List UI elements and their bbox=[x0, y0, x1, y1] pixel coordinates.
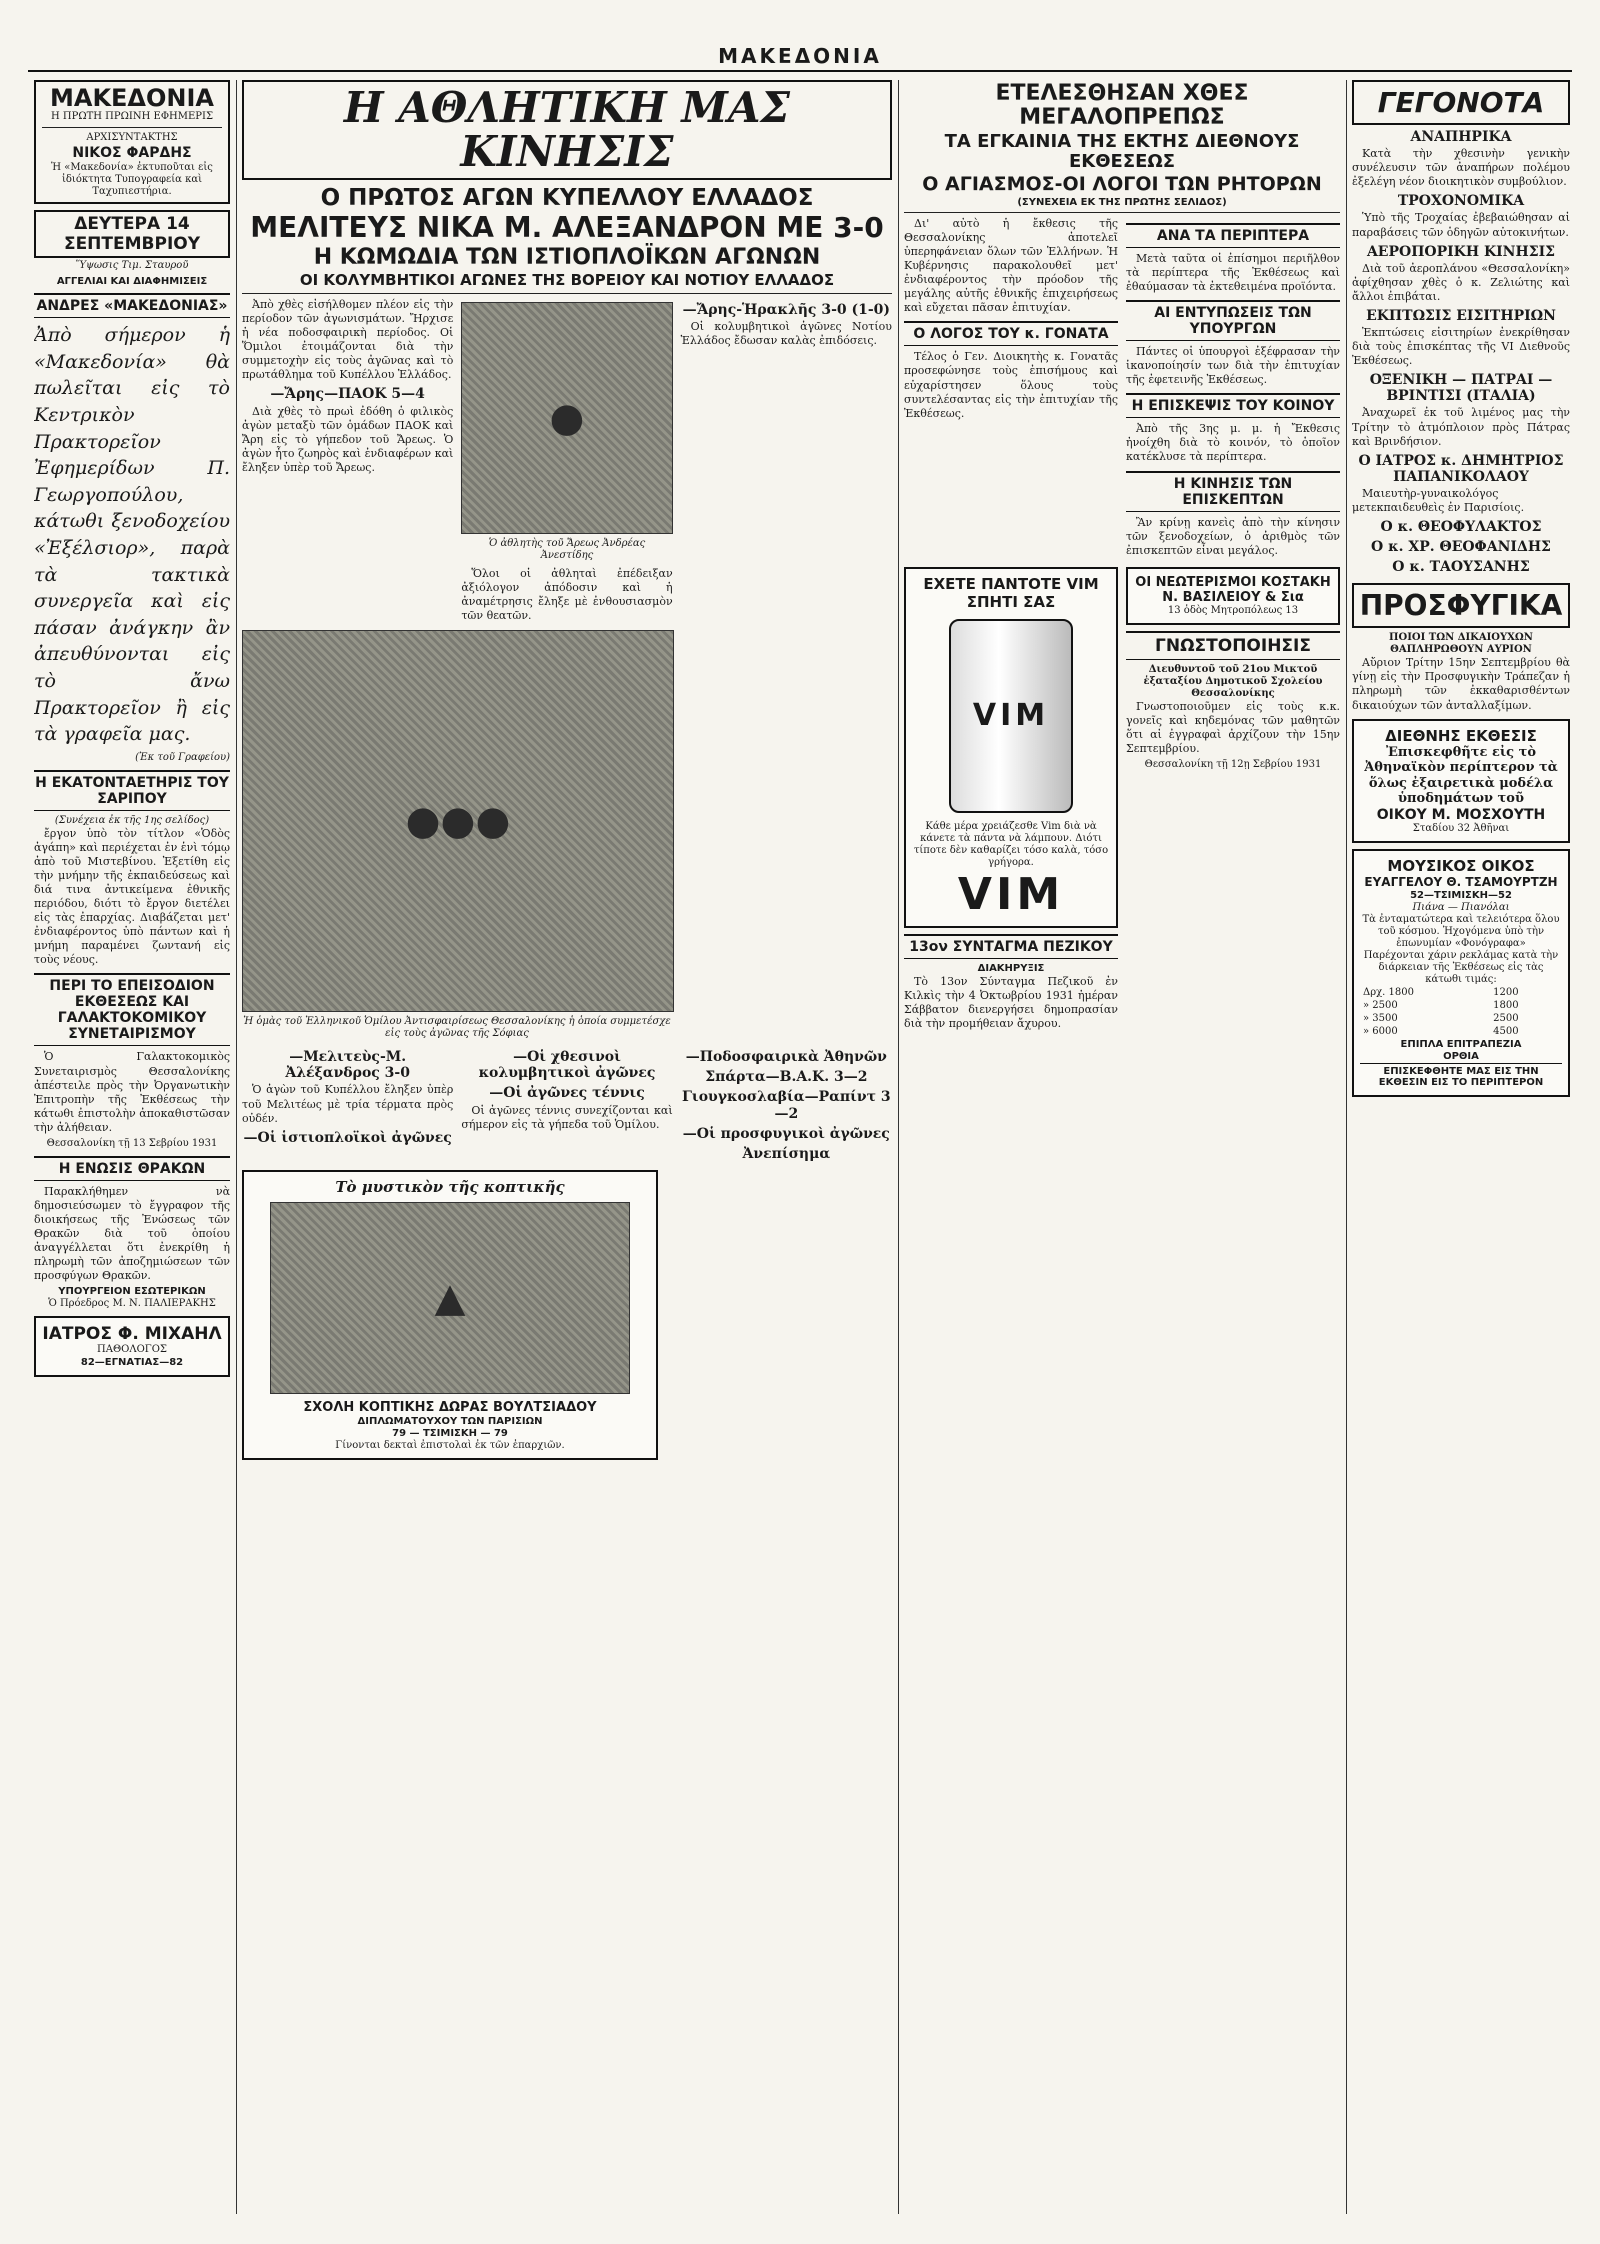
price-row bbox=[1360, 1012, 1562, 1025]
subheading: Η ΚΙΝΗΣΙΣ ΤΩΝ ΕΠΙΣΚΕΠΤΩΝ bbox=[1126, 471, 1340, 512]
expo-ad-shop: ΟΙΚΟΥ Μ. ΜΟΣΧΟΥΤΗ bbox=[1376, 806, 1546, 823]
school-ad-title: ΟΙ ΝΕΩΤΕΡΙΣΜΟΙ ΚΟΣΤΑΚΗ Ν. ΒΑΣΙΛΕΙΟΥ & Σια bbox=[1135, 574, 1331, 605]
sports-banner-title: Η ΑΘΛΗΤΙΚΗ ΜΑΣ ΚΙΝΗΣΙΣ bbox=[343, 83, 791, 177]
price-new: 1200 bbox=[1493, 986, 1519, 998]
exhibition-subcolumn bbox=[1126, 217, 1340, 561]
article-signature: Ὁ Πρόεδρος Μ. Ν. ΠΑΛΙΕΡΑΚΗΣ bbox=[48, 1298, 216, 1310]
person-icon: ● bbox=[549, 394, 585, 441]
sports-text-columns bbox=[242, 298, 892, 626]
notice-signature: (Ἐκ τοῦ Γραφείου) bbox=[135, 751, 230, 763]
column-divider bbox=[236, 80, 237, 2214]
column-exhibition bbox=[904, 80, 1340, 2214]
group-icon: ●●● bbox=[405, 798, 511, 845]
sports-banner bbox=[242, 80, 892, 180]
subheading: —Ποδοσφαιρικὰ Ἀθηνῶν bbox=[685, 1049, 887, 1066]
subheading: —Ἄρης-Ἡρακλῆς 3-0 (1-0) bbox=[682, 301, 891, 318]
notice-text: Ἀπὸ σήμερον ἡ «Μακεδονία» θὰ πωλεῖται εἰς τὸ Κεντρικὸν Πρακτορεῖον Ἐφημερίδων Π. Γεωργοπούλου, κάτωθι ξενοδοχείου «Ἐξέλσιορ», παρὰ τὰ τακτικὰ συνεργεῖα καὶ εἰς πάσαν ἀνάγκην ἂν ἀπευθύνονται εἰς τὸ ἄνω Πρακτορεῖον ἢ εἰς τὰ γραφεῖα μας. bbox=[34, 324, 230, 746]
article-body: Οἱ κολυμβητικοὶ ἀγῶνες Νοτίου Ἑλλάδος ἔδωσαν καλὰς ἐπιδόσεις. bbox=[680, 320, 892, 348]
price-row bbox=[1360, 1025, 1562, 1038]
article-body: Οἱ ἀγῶνες τέννις συνεχίζονται καὶ σήμερον εἰς τὰ γήπεδα τοῦ Ὁμίλου. bbox=[461, 1103, 673, 1131]
subheading: ΑΝΑ ΤΑ ΠΕΡΙΠΤΕΡΑ bbox=[1126, 223, 1340, 248]
headline-opening: ΕΤΕΛΕΣΘΗΣΑΝ ΧΘΕΣ ΜΕΓΑΛΟΠΡΕΠΩΣ bbox=[995, 81, 1249, 131]
refugee-subheading: ΠΟΙΟΙ ΤΩΝ ΔΙΚΑΙΟΥΧΩΝ ΘΑΠΛΗΡΩΘΟΥΝ ΑΥΡΙΟΝ bbox=[1389, 632, 1533, 656]
article-heading: Η ΕΚΑΤΟΝΤΑΕΤΗΡΙΣ ΤΟΥ ΣΑΡΙΠΟΥ bbox=[34, 770, 230, 811]
subheading: Η ΕΠΙΣΚΕΨΙΣ ΤΟΥ ΚΟΙΝΟΥ bbox=[1126, 393, 1340, 418]
article-body: Τὸ 13ον Σύνταγμα Πεζικοῦ ἐν Κιλκὶς τὴν 4 Ὀκτωβρίου 1931 ἡμέραν Σάββατον διενεργήσει δημοπρασίαν διὰ τὴν προμήθειαν ἄχυρου. bbox=[904, 974, 1118, 1031]
editor-name: ΝΙΚΟΣ ΦΑΡΔΗΣ bbox=[72, 145, 192, 162]
doctor-name: ΙΑΤΡΟΣ Φ. ΜΙΧΑΗΛ bbox=[42, 1324, 222, 1345]
column-sports bbox=[242, 80, 892, 2214]
music-ad-items: Πιάνα — Πιανόλαι bbox=[1412, 901, 1510, 913]
price-old: » 6000 bbox=[1363, 1025, 1398, 1037]
price-old: Δρχ. 1800 bbox=[1363, 986, 1414, 998]
notice-body: Γνωστοποιοῦμεν εἰς τοὺς κ.κ. γονεῖς καὶ κηδεμόνας τῶν μαθητῶν ὅτι αἱ ἐγγραφαὶ ἀρχίζουν τὴν 15ην Σεπτεμβρίου. bbox=[1126, 699, 1340, 756]
vim-ad bbox=[904, 567, 1118, 928]
match-result: Γιουγκοσλαβία—Ραπίντ 3—2 bbox=[681, 1089, 891, 1122]
exhibition-text-columns bbox=[904, 217, 1340, 561]
article-body: Τέλος ὁ Γεν. Διοικητὴς κ. Γονατᾶς προσεφώνησε τοὺς ἐπισήμους καὶ εὐχαρίστησεν ὅλους τοὺς συντελέσαντας εἰς τὴν ἐπιτυχίαν τῆς Ἐκθέσεως. bbox=[904, 350, 1118, 420]
photo-caption: Ὁ ἀθλητὴς τοῦ Ἄρεως Ἀνδρέας Ἀνεστίδης bbox=[488, 537, 646, 561]
news-body: Κατὰ τὴν χθεσινὴν γενικὴν συνέλευσιν τῶν ἀναπήρων πολέμου ἐξελέγη νέον διοικητικὸν συμβούλιον. bbox=[1352, 147, 1570, 189]
news-subheading: ΑΝΑΠΗΡΙΚΑ bbox=[1410, 129, 1512, 145]
page-masthead: ΜΑΚΕΔΟΝΙΑ bbox=[718, 44, 882, 68]
price-row bbox=[1360, 999, 1562, 1012]
sports-subcolumn bbox=[681, 1045, 892, 1164]
masthead-rule bbox=[28, 70, 1572, 72]
column-news bbox=[1352, 80, 1570, 2214]
news-subheading: Ο κ. ΧΡ. ΘΕΟΦΑΝΙΔΗΣ bbox=[1371, 539, 1551, 556]
vim-brand: VIM bbox=[957, 868, 1065, 920]
news-subheading: ΑΕΡΟΠΟΡΙΚΗ ΚΙΝΗΣΙΣ bbox=[1366, 243, 1556, 260]
subheading: 13ον ΣΥΝΤΑΓΜΑ ΠΕΖΙΚΟΥ bbox=[904, 934, 1118, 959]
article-body: Παρακλήθημεν νὰ δημοσιεύσωμεν τὸ ἔγγραφον τῆς διοικήσεως τῆς Ἐνώσεως τῶν Θρακῶν διὰ τοῦ ὁποίου ἀναγγέλλεται ὅτι ἐνεκρίθη ἡ πληρωμὴ τῶν ἀποζημιώσεων τῶν προσφύγων Θρακῶν. bbox=[34, 1184, 230, 1283]
expo-ad-text: Ἐπισκεφθῆτε εἰς τὸ Ἀθηναϊκὸν περίπτερον τὰ ὅλως ἐξαιρετικὰ μοδέλα ὑποδημάτων τοῦ bbox=[1364, 744, 1558, 807]
editor-label: ΑΡΧΙΣΥΝΤΑΚΤΗΣ bbox=[86, 132, 178, 144]
school-note: Γίνονται δεκταὶ ἐπιστολαὶ ἐκ τῶν ἐπαρχιῶν. bbox=[335, 1439, 565, 1451]
headline-sailing: Η ΚΩΜΩΔΙΑ ΤΩΝ ΙΣΤΙΟΠΛΟΪΚΩΝ ΑΓΩΝΩΝ bbox=[313, 245, 821, 271]
subheading: —Οἱ ἀγῶνες τέννις bbox=[489, 1085, 645, 1102]
article-subheading: (Συνέχεια ἐκ τῆς 1ης σελίδος) bbox=[54, 814, 210, 826]
ad-heading: Τὸ μυστικὸν τῆς κοπτικῆς bbox=[335, 1177, 565, 1196]
divider bbox=[904, 212, 1340, 213]
match-result: Σπάρτα—Β.Α.Κ. 3—2 bbox=[705, 1069, 868, 1086]
issue-date: ΔΕΥΤΕΡΑ 14 ΣΕΠΤΕΜΒΡΙΟΥ bbox=[34, 210, 230, 258]
price-table bbox=[1360, 986, 1562, 1038]
news-section-title: ΓΕΓΟΝΟΤΑ bbox=[1352, 80, 1570, 125]
headline-speeches: Ο ΑΓΙΑΣΜΟΣ-ΟΙ ΛΟΓΟΙ ΤΩΝ ΡΗΤΟΡΩΝ bbox=[922, 172, 1322, 195]
article-body: ἔργον ὑπὸ τὸν τίτλον «Ὁδὸς ἀγάπη» καὶ περιέχεται ἐν ἑνὶ τόμῳ ἀπὸ τοῦ Μιστεβίνου. Ἐξετίθη εἰς τὴν μνήμην τῆς ἐκπαιδεύσεως καὶ διά τινα ἀντικείμενα ἐθνικῆς περιόδου, διότι τὸ ἔργον διετέλει εἰς τὰς ἐπαρχίας. Διαβάζεται μετ' ἐνδιαφέροντος ὑπὸ πάντων καὶ ἡ μνήμη παραμένει ζωντανή εἰς τοὺς νέους. bbox=[34, 826, 230, 967]
school-name: ΣΧΟΛΗ ΚΟΠΤΙΚΗΣ ΔΩΡΑΣ ΒΟΥΛΤΣΙΑΔΟΥ bbox=[303, 1399, 597, 1415]
continued-label: (ΣΥΝΕΧΕΙΑ ΕΚ ΤΗΣ ΠΡΩΤΗΣ ΣΕΛΙΔΟΣ) bbox=[1017, 196, 1227, 208]
headline-result: ΜΕΛΙΤΕΥΣ ΝΙΚΑ Μ. ΑΛΕΞΑΝΔΡΟΝ ΜΕ 3-0 bbox=[250, 211, 884, 245]
dress-icon: ▲ bbox=[434, 1274, 466, 1321]
subheading: —Μελιτεὺς-Μ. Ἀλέξανδρος 3-0 bbox=[285, 1049, 410, 1082]
school-address: 79 — ΤΣΙΜΙΣΚΗ — 79 bbox=[392, 1427, 508, 1439]
price-new: 4500 bbox=[1493, 1025, 1519, 1037]
subheading: Ο ΛΟΓΟΣ ΤΟΥ κ. ΓΟΝΑΤΑ bbox=[904, 321, 1118, 346]
vim-copy: Κάθε μέρα χρειάζεσθε Vim διὰ νὰ κάνετε τὰ πάντα νὰ λάμπουν. Διότι τίποτε δὲν καθαρίζει τόσο καλὰ, τόσο γρήγορα. bbox=[913, 820, 1109, 868]
subheading: Ἀνεπίσημα bbox=[742, 1145, 831, 1162]
subheading: —Ἄρης—ΠΑΟΚ 5—4 bbox=[270, 386, 425, 403]
vim-can-illustration bbox=[949, 619, 1073, 813]
article-body: Ὁ ἀγὼν τοῦ Κυπέλλου ἔληξεν ὑπὲρ τοῦ Μελιτέως μὲ τρία τέρματα πρὸς οὐδέν. bbox=[242, 1083, 454, 1125]
column-divider bbox=[1346, 80, 1347, 2214]
music-ad-title: ΜΟΥΣΙΚΟΣ ΟΙΚΟΣ bbox=[1387, 856, 1535, 875]
sports-subcolumn bbox=[461, 298, 672, 626]
price-old: » 3500 bbox=[1363, 1012, 1398, 1024]
school-ad bbox=[1126, 567, 1340, 625]
notice-subheading: Διευθυντοῦ τοῦ 21ου Μικτοῦ ἑξαταξίου Δημοτικοῦ Σχολείου Θεσσαλονίκης bbox=[1143, 663, 1323, 699]
music-ad-name: ΕΥΑΓΓΕΛΟΥ Θ. ΤΣΑΜΟΥΡΤΖΗ bbox=[1364, 874, 1558, 889]
subheading: ΑΙ ΕΝΤΥΠΩΣΕΙΣ ΤΩΝ ΥΠΟΥΡΓΩΝ bbox=[1126, 300, 1340, 341]
news-subheading: ΕΚΠΤΩΣΙΣ ΕΙΣΙΤΗΡΙΩΝ bbox=[1366, 307, 1556, 324]
divider bbox=[42, 127, 222, 128]
music-ad-address: 52—ΤΣΙΜΙΣΚΗ—52 bbox=[1410, 889, 1512, 901]
newspaper-logo-box bbox=[34, 80, 230, 204]
music-ad-price-header: Παρέχονται χάριν ρεκλάμας κατὰ τὴν διάρκειαν τῆς Ἐκθέσεως εἰς τὰς κάτωθι τιμάς: bbox=[1363, 949, 1559, 985]
subheading: —Οἱ χθεσινοὶ κολυμβητικοὶ ἀγῶνες bbox=[478, 1049, 656, 1082]
photo-caption: Ἡ ὁμὰς τοῦ Ἑλληνικοῦ Ὁμίλου Ἀντισφαιρίσεως Θεσσαλονίκης ἡ ὁποία συμμετέσχε εἰς τοὺς ἀγῶνας τῆς Σόφιας bbox=[243, 1016, 671, 1040]
sports-subcolumn bbox=[681, 298, 892, 626]
article-body: Ὁ Γαλακτοκομικὸς Συνεταιρισμὸς Θεσσαλονίκης ἀπέστειλε πρὸς τὴν Ὀργανωτικὴν Ἐπιτροπὴν τῆς Ἐκθέσεως τὴν κάτωθι ἐπιστολὴν ἀποκαθιστῶσαν τὴν ἀλήθειαν. bbox=[34, 1050, 230, 1134]
exhibition-lower-columns bbox=[904, 561, 1340, 1034]
exhibition-shoe-ad bbox=[1352, 719, 1570, 843]
news-body: Ὑπὸ τῆς Τροχαίας ἐβεβαιώθησαν αἱ παραβάσεις τῶν ὁδηγῶν αὐτοκινήτων. bbox=[1352, 211, 1570, 239]
news-body: Ἐκπτώσεις εἰσιτηρίων ἐνεκρίθησαν διὰ τοὺς ἐπισκέπτας τῆς VI Διεθνοῦς Ἐκθέσεως. bbox=[1352, 326, 1570, 368]
subheading-secondary: ΔΙΑΚΗΡΥΞΙΣ bbox=[977, 962, 1045, 974]
vim-can-label: VIM bbox=[972, 698, 1050, 734]
news-body: Μαιευτὴρ-γυναικολόγος μετεκπαιδευθεὶς ἐν Παρισίοις. bbox=[1352, 486, 1525, 514]
article-body: Πάντες οἱ ὑπουργοὶ ἐξέφρασαν τὴν ἱκανοποίησίν των διὰ τὴν ἐπιτυχίαν τῆς ἐφετεινῆς Ἐκθέσεως. bbox=[1126, 345, 1340, 387]
music-house-ad bbox=[1352, 849, 1570, 1097]
column-divider bbox=[898, 80, 899, 2214]
news-subheading: Ο κ. ΤΑΟΥΣΑΝΗΣ bbox=[1392, 559, 1530, 576]
article-body: Ὅλοι οἱ ἀθληταὶ ἐπέδειξαν ἀξιόλογον ἀπόδοσιν καὶ ἡ ἀναμέτρησις ἔληξε μὲ ἐνθουσιασμὸν τῶν θεατῶν. bbox=[461, 566, 673, 623]
music-ad-text: Τὰ ἐνταματώτερα καὶ τελειότερα ὅλου τοῦ κόσμου. Ἠχογόμενα ὑπὸ τὴν ἐπωνυμίαν «Φονόγραφα» bbox=[1362, 913, 1560, 949]
feast-day: Ὕψωσις Τιμ. Σταυροῦ bbox=[75, 260, 189, 272]
notice-heading: ΓΝΩΣΤΟΠΟΙΗΣΙΣ bbox=[1126, 631, 1340, 660]
exhibition-subcolumn bbox=[904, 217, 1118, 561]
ministry-label: ΥΠΟΥΡΓΕΙΟΝ ΕΣΩΤΕΡΙΚΩΝ bbox=[58, 1286, 206, 1298]
logo-title: ΜΑΚΕΔΟΝΙΑ bbox=[49, 84, 214, 112]
music-ad-sub2: ΟΡΘΙΑ bbox=[1443, 1050, 1479, 1062]
exhibition-subcolumn bbox=[904, 561, 1118, 1034]
editor-note: Ἡ «Μακεδονία» ἐκτυποῦται εἰς ἰδιόκτητα Τυπογραφεία καὶ Ταχυπιεστήρια. bbox=[51, 162, 213, 198]
doctor-specialty: ΠΑΘΟΛΟΓΟΣ bbox=[97, 1344, 167, 1356]
music-ad-sub1: ΕΠΙΠΛΑ ΕΠΙΤΡΑΠΕΖΙΑ bbox=[1400, 1038, 1522, 1050]
notice-dateline: Θεσσαλονίκη τῇ 12ῃ Σεβρίου 1931 bbox=[1144, 759, 1322, 771]
headline-swimming: ΟΙ ΚΟΛΥΜΒΗΤΙΚΟΙ ΑΓΩΝΕΣ ΤΗΣ ΒΟΡΕΙΟΥ ΚΑΙ ΝΟΤΙΟΥ ΕΛΛΑΔΟΣ bbox=[299, 271, 835, 290]
price-old: » 2500 bbox=[1363, 999, 1398, 1011]
sports-text-columns bbox=[242, 1045, 892, 1164]
school-diploma: ΔΙΠΛΩΜΑΤΟΥΧΟΥ ΤΩΝ ΠΑΡΙΣΙΩΝ bbox=[357, 1415, 543, 1427]
article-dateline: Θεσσαλονίκη τῇ 13 Σεβρίου 1931 bbox=[46, 1137, 218, 1149]
divider bbox=[242, 293, 892, 294]
headline-cup: Ο ΠΡΩΤΟΣ ΑΓΩΝ ΚΥΠΕΛΛΟΥ ΕΛΛΑΔΟΣ bbox=[320, 185, 814, 212]
doctor-address: 82—ΕΓΝΑΤΙΑΣ—82 bbox=[80, 1357, 184, 1369]
news-body: Ἀναχωρεῖ ἐκ τοῦ λιμένος μας τὴν Τρίτην τὸ ἀτμόπλοιον πρὸς Πάτρας καὶ Βρινδήσιον. bbox=[1352, 406, 1570, 448]
price-row bbox=[1360, 986, 1562, 999]
sports-subcolumn bbox=[242, 298, 453, 626]
subheading: —Οἱ προσφυγικοὶ ἀγῶνες bbox=[682, 1125, 890, 1142]
news-subheading: Ο κ. ΘΕΟΦΥΛΑΚΤΟΣ bbox=[1380, 519, 1542, 535]
news-body: Διὰ τοῦ ἀεροπλάνου «Θεσσαλονίκη» ἀφίχθησαν χθὲς ὁ κ. Ζελιώτης καὶ ἄλλοι ἐπιβάται. bbox=[1352, 261, 1570, 303]
headline-exhibition: ΤΑ ΕΓΚΑΙΝΙΑ ΤΗΣ ΕΚΤΗΣ ΔΙΕΘΝΟΥΣ ΕΚΘΕΣΕΩΣ bbox=[944, 131, 1300, 173]
article-body: Διὰ χθὲς τὸ πρωὶ ἐδόθη ὁ φιλικὸς ἀγὼν μεταξὺ τῶν ὁμάδων ΠΑΟΚ καὶ Ἄρη εἰς τὸ γήπεδον τοῦ Ἄρεως. Ὁ ἀγὼν ἦτο ζωηρὸς καὶ ἐνδιαφέρων καὶ ἔληξεν ὑπὲρ τοῦ Ἄρεως. bbox=[242, 404, 454, 474]
logo-subtitle: Η ΠΡΩΤΗ ΠΡΩΙΝΗ ΕΦΗΜΕΡΙΣ bbox=[50, 111, 214, 123]
notice-heading: ΑΝΔΡΕΣ «ΜΑΚΕΔΟΝΙΑΣ» bbox=[34, 293, 230, 318]
article-heading: ΠΕΡΙ ΤΟ ΕΠΕΙΣΟΔΙΟΝ ΕΚΘΕΣΕΩΣ ΚΑΙ ΓΑΛΑΚΤΟΚΟΜΙΚΟΥ ΣΥΝΕΤΑΙΡΙΣΜΟΥ bbox=[34, 973, 230, 1046]
music-ad-footer: ΕΠΙΣΚΕΦΘΗΤΕ ΜΑΣ ΕΙΣ ΤΗΝ ΕΚΘΕΣΙΝ ΕΙΣ ΤΟ ΠΕΡΙΠΤΕΡΟΝ bbox=[1360, 1063, 1562, 1088]
school-ad-address: 13 ὁδὸς Μητροπόλεως 13 bbox=[1167, 604, 1299, 616]
fashion-illustration bbox=[270, 1202, 630, 1394]
price-new: 1800 bbox=[1493, 999, 1519, 1011]
sports-subcolumn bbox=[242, 1045, 453, 1164]
refugee-section-title: ΠΡΟΣΦΥΓΙΚΑ bbox=[1352, 583, 1570, 628]
tennis-team-photo bbox=[242, 630, 674, 1012]
article-heading: Η ΕΝΩΣΙΣ ΘΡΑΚΩΝ bbox=[34, 1156, 230, 1181]
subheading: —Οἱ ἱστιοπλοϊκοὶ ἀγῶνες bbox=[243, 1129, 452, 1146]
doctor-ad bbox=[34, 1316, 230, 1377]
article-body: Ἀπὸ χθὲς εἰσήλθομεν πλέον εἰς τὴν περίοδον τῶν ἀγωνισμάτων. Ἤρχισε ἡ νέα ποδοσφαιρικὴ περίοδος. Οἱ Ὅμιλοι ἐτοιμάζονται διὰ τὴν συμμετοχὴν εἰς τοὺς ἀγῶνας καὶ τὸ πρωτάθλημα τοῦ Κυπέλλου Ἑλλάδος. bbox=[242, 297, 454, 382]
vim-headline: ΕΧΕΤΕ ΠΑΝΤΟΤΕ VIM ΣΠΗΤΙ ΣΑΣ bbox=[923, 574, 1099, 611]
refugee-body: Αὔριον Τρίτην 15ην Σεπτεμβρίου θὰ γίνῃ εἰς τὴν Προσφυγικὴν Τράπεζαν ἡ πληρωμὴ τῶν ἐκκαθαρισθέντων δικαιούχων τῶν ἀνταλλαξίμων. bbox=[1352, 656, 1570, 712]
news-subheading: ΤΡΟΧΟΝΟΜΙΚΑ bbox=[1397, 193, 1525, 210]
expo-ad-title: ΔΙΕΘΝΗΣ ΕΚΘΕΣΙΣ bbox=[1385, 726, 1537, 745]
column-left bbox=[34, 80, 230, 2214]
athlete-photo bbox=[461, 302, 672, 534]
article-body: Μετὰ ταῦτα οἱ ἐπίσημοι περιῆλθον τὰ περίπτερα τῆς Ἐκθέσεως καὶ ἐθαύμασαν τὰ ἐκτεθειμένα προϊόντα. bbox=[1126, 251, 1340, 294]
news-subheading: ΟΞΕΝΙΚΗ — ΠΑΤΡΑΙ — ΒΡΙΝΤΙΣΙ (ΙΤΑΛΙΑ) bbox=[1369, 372, 1553, 405]
news-subheading: Ο ΙΑΤΡΟΣ κ. ΔΗΜΗΤΡΙΟΣ ΠΑΠΑΝΙΚΟΛΑΟΥ bbox=[1358, 452, 1564, 485]
ads-label: ΑΓΓΕΛΙΑΙ ΚΑΙ ΔΙΑΦΗΜΙΣΕΙΣ bbox=[56, 276, 208, 288]
price-new: 2500 bbox=[1493, 1012, 1519, 1024]
tailoring-school-ad bbox=[242, 1170, 658, 1460]
exhibition-subcolumn bbox=[1126, 561, 1340, 1034]
sports-subcolumn bbox=[461, 1045, 672, 1164]
article-body: Ἂν κρίνῃ κανεὶς ἀπὸ τὴν κίνησιν τῶν ξενοδοχείων, ὁ ἀριθμὸς τῶν ἐπισκεπτῶν εἶναι μεγάλος. bbox=[1126, 515, 1340, 557]
article-body: Ἀπὸ τῆς 3ης μ. μ. ἡ Ἔκθεσις ἠνοίχθη διὰ τὸ κοινόν, τὸ ὁποῖον κατέκλυσε τὰ περίπτερα. bbox=[1126, 422, 1340, 464]
article-body: Δι' αὐτὸ ἡ ἔκθεσις τῆς Θεσσαλονίκης ἀποτελεῖ ὑπερηφάνειαν ὅλων τῶν Ἑλλήνων. Ἡ Κυβέρνησις παρακολουθεῖ μετ' ἐνδιαφέροντος τὴν πρόοδον τῆς μεγάλης αὐτῆς ἐθνικῆς ἐπιχειρήσεως καὶ εὔχεται πᾶσαν ἐπιτυχίαν. bbox=[904, 216, 1118, 315]
expo-ad-address: Σταδίου 32 Ἀθῆναι bbox=[1412, 822, 1510, 834]
